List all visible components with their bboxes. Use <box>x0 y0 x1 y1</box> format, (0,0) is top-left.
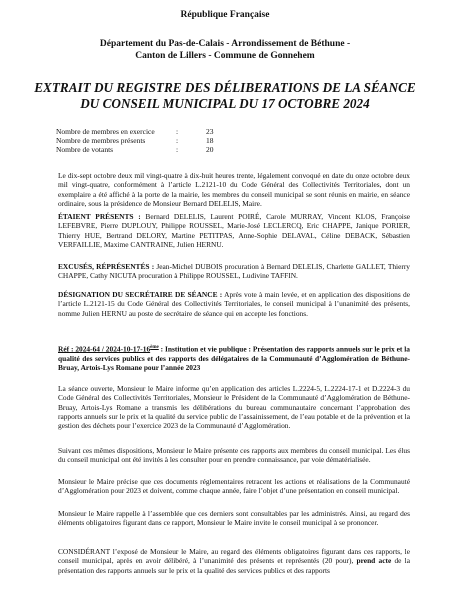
secretary-paragraph <box>58 290 410 318</box>
paragraph-documents <box>58 477 410 496</box>
department-header <box>60 38 390 62</box>
stat-separator: : <box>176 136 179 146</box>
excuses-label: EXCUSÉS, RÉPRÉSENTÉS : <box>58 262 155 271</box>
secretary-text: Après vote à main levée, et en application des dispositions de l’article L.2121-15 du Code Général des Collectivités Territoriales, le conseil municipal à l’unanimité des présents, nomme Julien HERNU au poste de secrétaire de séance qui en accepte les fonctions. <box>58 290 410 318</box>
prend-acte-text: prend acte <box>356 556 392 566</box>
secretary-label: DÉSIGNATION DU SECRÉTAIRE DE SÉANCE : <box>58 290 223 299</box>
presents-label: ÉTAIENT PRÉSENTS : <box>58 212 141 221</box>
commune-line: Canton de Lillers - Commune de Gonnehem <box>135 51 315 61</box>
excuses-paragraph <box>58 262 410 281</box>
reference-subject: : Institution et vie publique : Présentation des rapports annuels sur le prix et la qualité des services publics et des rapports des délégataires de la Communauté d’Agglomération de Béthune-Bruay, Artois-Lys Romane pour l’année 2023 <box>58 344 410 373</box>
stat-row <box>56 127 230 136</box>
intro-paragraph <box>58 171 410 208</box>
paragraph-presentation <box>58 446 410 465</box>
reference-suffix: ème <box>150 345 159 350</box>
deliberation-reference <box>58 343 410 372</box>
paragraph-text: La séance ouverte, Monsieur le Maire informe qu’en application des articles L.2224-5, L.2224-17-1 et D.2224-3 du Code Général des Collectivités Territoriales, Monsieur le Président de la Communauté d’Agglomération de Béthune-Bruay, Artois-Lys Romane a transmis les délibérations du bureau communautaire concernant l’approbation des rapports annuels sur le prix et la qualité du service public de l’assainissement, de l’eau potable et de la prévention et la gestion des déchets pour l’exercice 2023 de la Communauté d’Agglomération. <box>58 384 410 431</box>
stat-separator: : <box>176 145 179 155</box>
paragraph-text: Suivant ces mêmes dispositions, Monsieur le Maire présente ces rapports aux membres du conseil municipal. Les élus du conseil municipal ont été invités à les consulter pour en prendre connaissance, par voie dématérialisée. <box>58 446 410 465</box>
republic-header: République Française <box>180 10 270 20</box>
department-line: Département du Pas-de-Calais - Arrondissement de Béthune - <box>99 39 351 49</box>
stat-label: Nombre de membres présents <box>56 136 146 146</box>
presents-text: Bernard DELELIS, Laurent POIRÉ, Carole MURRAY, Vincent KLOS, Françoise LEFEBVRE, Pierre DUPLOUY, Philippe ROUSSEL, Marie-José LECLERCQ, Eric CHAPPE, Janique PORIER, Thierry HUE, Bertrand DELORY, Martine PETITPAS, Anne-Sophie DELAVAL, Céline DEBACK, Sébastien VERFAILLIE, Maxime CANTRAINE, Julien HERNU. <box>58 212 410 249</box>
intro-text: Le dix-sept octobre deux mil vingt-quatre à dix-huit heures trente, légalement convoqué en date du onze octobre deux mil vingt-quatre, conformément à l’article L.2121-10 du Code Général des Collectivités Territoriales, dont un exemplaire a été affiché à la porte de la mairie, les membres du conseil municipal se sont réunis en mairie, en séance ordinaire, sous la présidence de Monsieur Bernard DELELIS, Maire. <box>58 171 410 208</box>
presents-paragraph <box>58 212 410 249</box>
considerant-label: CONSIDÉRANT <box>58 547 111 556</box>
considerant-text: l’exposé de Monsieur le Maire, au regard des éléments obligatoires figurant dans ces rapports, le conseil municipal, après en avoir délibéré, à l’unanimité des présents et représentés (20 pour), <box>58 547 410 566</box>
excuses-text: Jean-Michel DUBOIS procuration à Bernard DELELIS, Charlette GALLET, Thierry CHAPPE, Cathy NICUTA procuration à Philippe ROUSSEL, Ludivine TAFFIN. <box>58 262 410 281</box>
paragraph-opening <box>58 384 410 430</box>
stat-separator: : <box>176 127 179 136</box>
stat-value: 23 <box>206 127 214 136</box>
stat-row <box>56 136 230 145</box>
stat-label: Nombre de votants <box>56 145 114 155</box>
stat-value: 20 <box>206 145 214 155</box>
paragraph-text: Monsieur le Maire rappelle à l’assemblée que ces derniers sont consultables par les administrés. Ainsi, au regard des éléments obligatoires figurant dans ce rapport, Monsieur le Maire invite le conseil municipal à se prononcer. <box>58 509 410 528</box>
stat-label: Nombre de membres en exercice <box>56 127 155 136</box>
member-stats <box>56 127 230 155</box>
paragraph-consultation <box>58 509 410 528</box>
reference-label: Réf : 2024-64 / 2024-10-17-16 <box>58 344 151 354</box>
stat-row <box>56 145 230 154</box>
stat-value: 18 <box>206 136 214 146</box>
document-title <box>30 80 420 112</box>
considerant-continuation: de la présentation des rapports annuels sur le prix et la qualité des services publics et des rapports <box>58 556 410 575</box>
considerant-paragraph <box>58 547 410 575</box>
paragraph-text: Monsieur le Maire précise que ces documents réglementaires retracent les actions et réalisations de la Communauté d’Agglomération pour 2023 et doivent, comme chaque année, faire l’objet d’une présentation en conseil municipal. <box>58 477 410 496</box>
title-line-2: DU CONSEIL MUNICIPAL DU 17 OCTOBRE 2024 <box>80 96 370 111</box>
title-line-1: EXTRAIT DU REGISTRE DES DÉLIBERATIONS DE LA SÉANCE <box>34 80 416 95</box>
